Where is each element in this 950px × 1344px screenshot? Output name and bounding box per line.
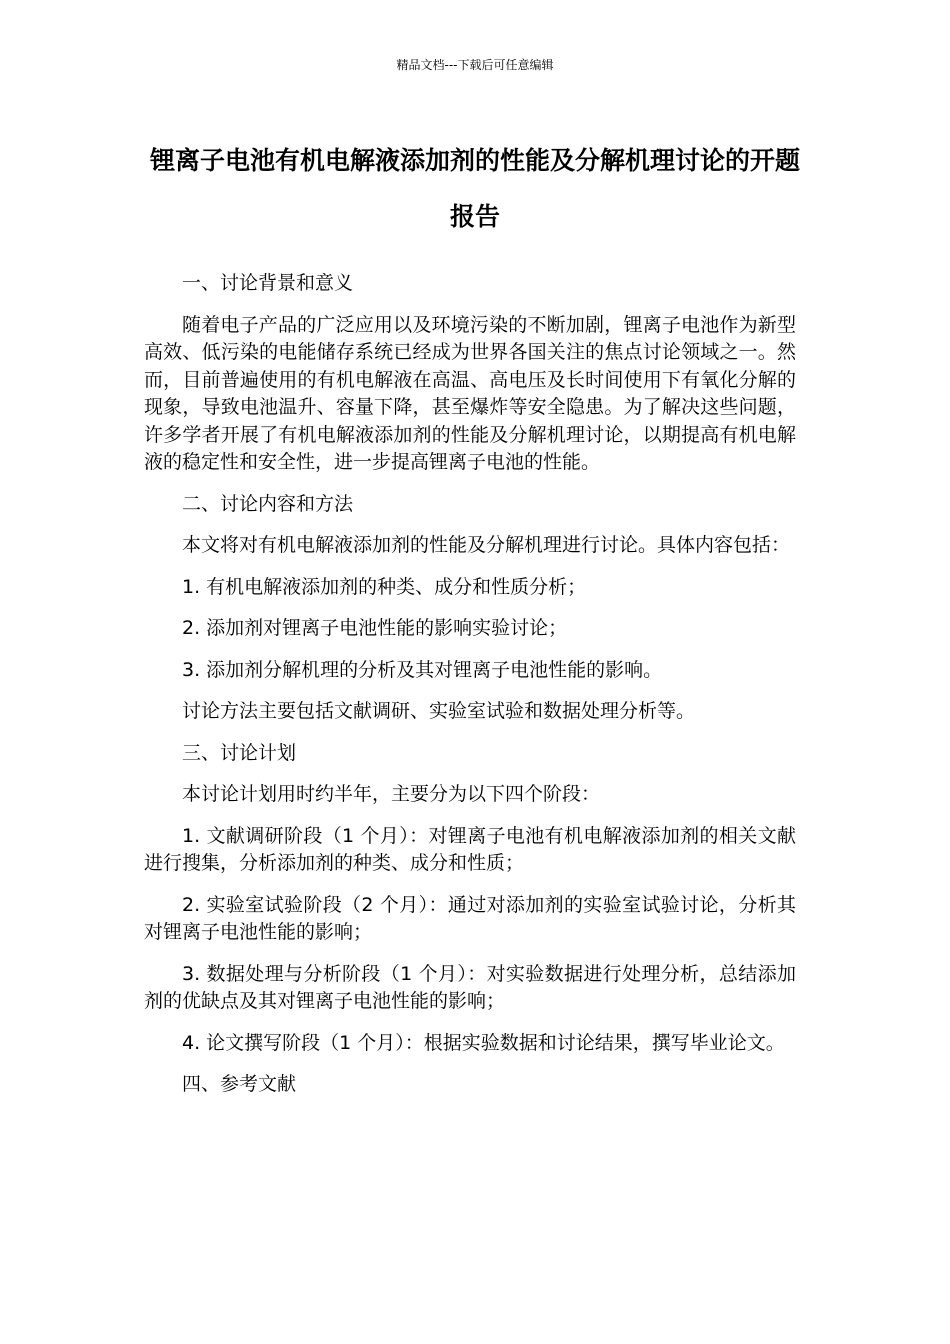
list-item-content-3: 3. 添加剂分解机理的分析及其对锂离子电池性能的影响。 xyxy=(182,658,663,681)
document-title: 锂离子电池有机电解液添加剂的性能及分解机理讨论的开题报告 xyxy=(149,146,800,231)
page-header: 精品文档---下载后可任意编辑 xyxy=(396,58,554,72)
list-item-content-2: 2. 添加剂对锂离子电池性能的影响实验讨论； xyxy=(182,617,568,639)
section-heading-plan: 三、讨论计划 xyxy=(182,741,297,764)
section-heading-background: 一、讨论背景和意义 xyxy=(182,272,354,294)
list-item-plan-3: 3. 数据处理与分析阶段（1 个月）：对实验数据进行处理分析，总结添加剂的优缺点及其对锂离子电池性能的影响； xyxy=(144,962,796,1012)
paragraph-methods: 讨论方法主要包括文献调研、实验室试验和数据处理分析等。 xyxy=(182,700,696,722)
paragraph-content-intro: 本文将对有机电解液添加剂的性能及分解机理进行讨论。具体内容包括： xyxy=(182,534,791,556)
section-heading-content-methods: 二、讨论内容和方法 xyxy=(182,492,354,515)
list-item-plan-2: 2. 实验室试验阶段（2 个月）：通过对添加剂的实验室试验讨论，分析其对锂离子电池性能的影响； xyxy=(144,893,796,943)
section-heading-references: 四、参考文献 xyxy=(182,1073,297,1095)
paragraph-background: 随着电子产品的广泛应用以及环境污染的不断加剧，锂离子电池作为新型高效、低污染的电能储存系统已经成为世界各国关注的焦点讨论领域之一。然而，目前普遍使用的有机电解液在高温、高电压及长时间使用下有氧化分解的现象，导致电池温升、容量下降，甚至爆炸等安全隐患。为了解决这些问题，许多学者开展了有机电解液添加剂的性能及分解机理讨论，以期提高有机电解液的稳定性和安全性，进一步提高锂离子电池的性能。 xyxy=(144,313,796,473)
list-item-plan-4: 4. 论文撰写阶段（1 个月）：根据实验数据和讨论结果，撰写毕业论文。 xyxy=(182,1031,785,1054)
list-item-content-1: 1. 有机电解液添加剂的种类、成分和性质分析； xyxy=(182,575,587,598)
list-item-plan-1: 1. 文献调研阶段（1 个月）：对锂离子电池有机电解液添加剂的相关文献进行搜集，分析添加剂的种类、成分和性质； xyxy=(144,824,796,874)
paragraph-plan-intro: 本讨论计划用时约半年，主要分为以下四个阶段： xyxy=(182,783,601,805)
document-body xyxy=(144,270,796,1099)
